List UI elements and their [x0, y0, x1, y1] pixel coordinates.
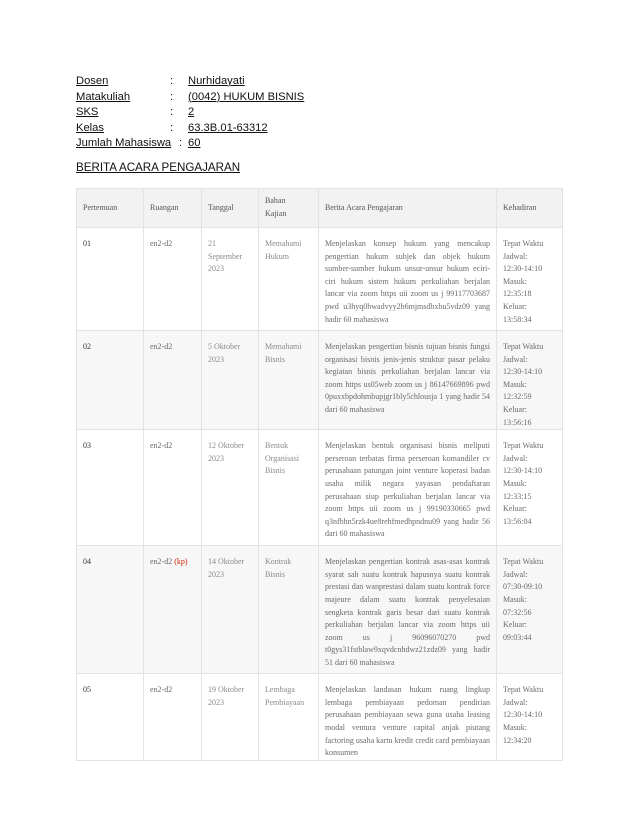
- table-row: [77, 331, 563, 430]
- info-value: 60: [188, 137, 201, 149]
- header-pertemuan: Pertemuan: [77, 189, 144, 228]
- cell-kehadiran: [497, 430, 563, 546]
- cell-berita-acara: Menjelaskan bentuk organisasi bisnis meliputi perseroan terbatas firma perseroan komandiler cv perusahaan patungan joint venture koperasi badan usaha milik negara yayasan pendaftaran perusahaan siup perkuliahan berjalan lancar via zoom https uii zoom us j 99190330665 pwd q3nfbhn5rzk4ue8rehfmedhpndnu09 yang hadir 56 dari 60 mahasiswa: [319, 430, 497, 546]
- kehadiran-line: 13:56:16: [503, 417, 532, 427]
- kehadiran-line: Masuk:: [503, 276, 527, 286]
- kehadiran-line: Jadwal:: [503, 697, 528, 707]
- ruangan-text: en2-d2: [150, 239, 173, 248]
- table-header-row: [77, 189, 563, 228]
- cell-tanggal: [202, 546, 259, 674]
- cell-pertemuan: 02: [77, 331, 144, 430]
- cell-ruangan: [144, 546, 202, 674]
- tanggal-line: 21: [208, 239, 216, 248]
- tanggal-line: September: [208, 251, 243, 261]
- teaching-log-table: [76, 188, 563, 761]
- kehadiran-line: Jadwal:: [503, 453, 528, 463]
- kehadiran-line: Masuk:: [503, 594, 527, 604]
- cell-tanggal: [202, 430, 259, 546]
- section-heading: BERITA ACARA PENGAJARAN: [76, 161, 241, 174]
- tanggal-line: 14 Oktober: [208, 557, 245, 567]
- cell-pertemuan: 05: [77, 674, 144, 761]
- kehadiran-line: 12:30-14:10: [503, 264, 543, 274]
- kehadiran-line: Jadwal:: [503, 251, 528, 261]
- kehadiran-line: 12:34:20: [503, 735, 532, 745]
- tanggal-line: 2023: [208, 453, 224, 463]
- table-row: [77, 228, 563, 331]
- cell-berita-acara: Menjelaskan landasan hukum ruang lingkup lembaga pembiayaan pedoman pendirian perusahaan pembiayaan sewa guna usaha leasing modal ventura venture capital anjak piutang factoring usaha kartu kredit credit card pembiayaan konsumen: [319, 674, 497, 761]
- kehadiran-line: 09:03:44: [503, 632, 532, 642]
- info-label: Jumlah Mahasiswa: [76, 137, 172, 149]
- cell-tanggal: [202, 674, 259, 761]
- info-value: (0042) HUKUM BISNIS: [188, 90, 305, 103]
- cell-pertemuan: 04: [77, 546, 144, 674]
- cell-bahan-kajian: Memahami Hukum: [259, 228, 319, 331]
- kehadiran-line: Masuk:: [503, 722, 527, 732]
- table-row: [77, 674, 563, 761]
- table-row: [77, 430, 563, 546]
- header-tanggal: Tanggal: [202, 189, 259, 228]
- cell-tanggal: [202, 228, 259, 331]
- ruangan-text: en2-d2: [150, 685, 173, 695]
- kehadiran-line: 12:35:18: [503, 289, 532, 299]
- cell-pertemuan: 01: [77, 228, 144, 331]
- tanggal-line: 12 Oktober: [208, 441, 245, 451]
- header-bahan-line2: Kajian: [265, 209, 287, 218]
- kp-badge: (kp): [174, 557, 188, 567]
- kehadiran-line: 07:30-09:10: [503, 582, 543, 592]
- cell-pertemuan: 03: [77, 430, 144, 546]
- kehadiran-status: Tepat Waktu: [503, 239, 544, 248]
- kehadiran-status: Tepat Waktu: [503, 557, 544, 567]
- kehadiran-status: Tepat Waktu: [503, 441, 544, 451]
- kehadiran-line: Jadwal:: [503, 569, 528, 579]
- kehadiran-line: Jadwal:: [503, 354, 528, 364]
- header-ruangan: Ruangan: [144, 189, 202, 228]
- info-colon: :: [179, 137, 183, 149]
- info-label: SKS: [76, 106, 99, 118]
- table-row: [77, 546, 563, 674]
- kehadiran-line: Keluar:: [503, 504, 527, 514]
- header-bahan-kajian: [259, 189, 319, 228]
- cell-ruangan: [144, 674, 202, 761]
- cell-ruangan: [144, 430, 202, 546]
- tanggal-line: 19 Oktober: [208, 685, 245, 695]
- info-colon: :: [170, 75, 174, 87]
- info-value: 63.3B.01-63312: [188, 121, 268, 134]
- kehadiran-line: 07:32:56: [503, 607, 532, 617]
- cell-bahan-kajian: Lembaga Pembiayaan: [259, 674, 319, 761]
- info-colon: :: [170, 90, 174, 103]
- cell-ruangan: [144, 228, 202, 331]
- cell-kehadiran: [497, 331, 563, 430]
- info-colon: :: [170, 106, 174, 118]
- kehadiran-line: 12:33:15: [503, 491, 532, 501]
- cell-berita-acara: Menjelaskan pengertian bisnis tujuan bisnis fungsi organisasi bisnis jenis-jenis struktur pasar pelaku kegiatan bisnis perkuliahan berjalan lancar via zoom https us05web zoom us j 86147669896 pwd 0puxxbpdohmbupjgr1bly5chlousja 1 yang hadir 54 dari 60 mahasiswa: [319, 331, 497, 430]
- kehadiran-line: Keluar:: [503, 404, 527, 414]
- tanggal-line: 2023: [208, 569, 224, 579]
- cell-kehadiran: [497, 674, 563, 761]
- header-kehadiran: Kehadiran: [497, 189, 563, 228]
- info-label: Dosen: [76, 75, 109, 87]
- tanggal-line: 2023: [208, 354, 224, 364]
- tanggal-line: 2023: [208, 697, 224, 707]
- cell-bahan-kajian: Bentuk Organisasi Bisnis: [259, 430, 319, 546]
- kehadiran-line: Keluar:: [503, 620, 527, 630]
- info-label: Kelas: [76, 121, 104, 134]
- ruangan-text: en2-d2: [150, 342, 173, 351]
- kehadiran-line: Masuk:: [503, 478, 527, 488]
- kehadiran-line: Masuk:: [503, 379, 527, 389]
- ruangan-text: en2-d2: [150, 441, 173, 451]
- kehadiran-line: 13:58:34: [503, 314, 532, 324]
- ruangan-text: en2-d2: [150, 557, 173, 567]
- header-bahan-line1: Bahan: [265, 196, 286, 206]
- cell-bahan-kajian: Memahami Bisnis: [259, 331, 319, 430]
- cell-bahan-kajian: Kontrak Bisnis: [259, 546, 319, 674]
- kehadiran-status: Tepat Waktu: [503, 342, 544, 351]
- tanggal-line: 5 Oktober: [208, 342, 241, 351]
- cell-ruangan: [144, 331, 202, 430]
- info-value: 2: [188, 106, 195, 118]
- cell-tanggal: [202, 331, 259, 430]
- info-colon: :: [170, 121, 174, 134]
- cell-kehadiran: [497, 546, 563, 674]
- tanggal-line: 2023: [208, 264, 224, 274]
- cell-berita-acara: Menjelaskan konsep hukum yang mencakup pengertian hukum subjek dan objek hukum sumber-sumber hukum unsur-unsur hukum eciri-ciri hukum sistem hukum perkuliahan berjalan lancar via zoom https uii zoom us j 99117703687 pwd u3hyq0hwadvyy2h6mjmsdbxbu5vdz09 yang hadir 60 mahasiswa: [319, 228, 497, 331]
- header-berita-acara: Berita Acara Pengajaran: [319, 189, 497, 228]
- info-value: Nurhidayati: [188, 75, 245, 87]
- kehadiran-line: 12:30-14:10: [503, 710, 543, 720]
- kehadiran-line: 13:56:04: [503, 516, 532, 526]
- kehadiran-line: 12:30-14:10: [503, 367, 543, 377]
- kehadiran-status: Tepat Waktu: [503, 685, 544, 695]
- kehadiran-line: 12:32:59: [503, 392, 532, 402]
- info-label: Matakuliah: [76, 90, 131, 103]
- kehadiran-line: Keluar:: [503, 301, 527, 311]
- cell-berita-acara: Menjelaskan pengertian kontrak asas-asas kontrak syarat sah suatu kontrak hapusnya suatu kontrak prestasi dan wanprestasi dalam suatu kontrak force majeure dalam suatu kontrak penyelesaian sengketa kontrak garis besar dari suatu kontrak perkuliahan berjalan lancar via zoom https uii zoom us j 96096070270 pwd t0gys31fstblaw9xqvdcnhdwz21zdz09 yang hadir 51 dari 60 mahasiswa: [319, 546, 497, 674]
- cell-kehadiran: [497, 228, 563, 331]
- kehadiran-line: 12:30-14:10: [503, 466, 543, 476]
